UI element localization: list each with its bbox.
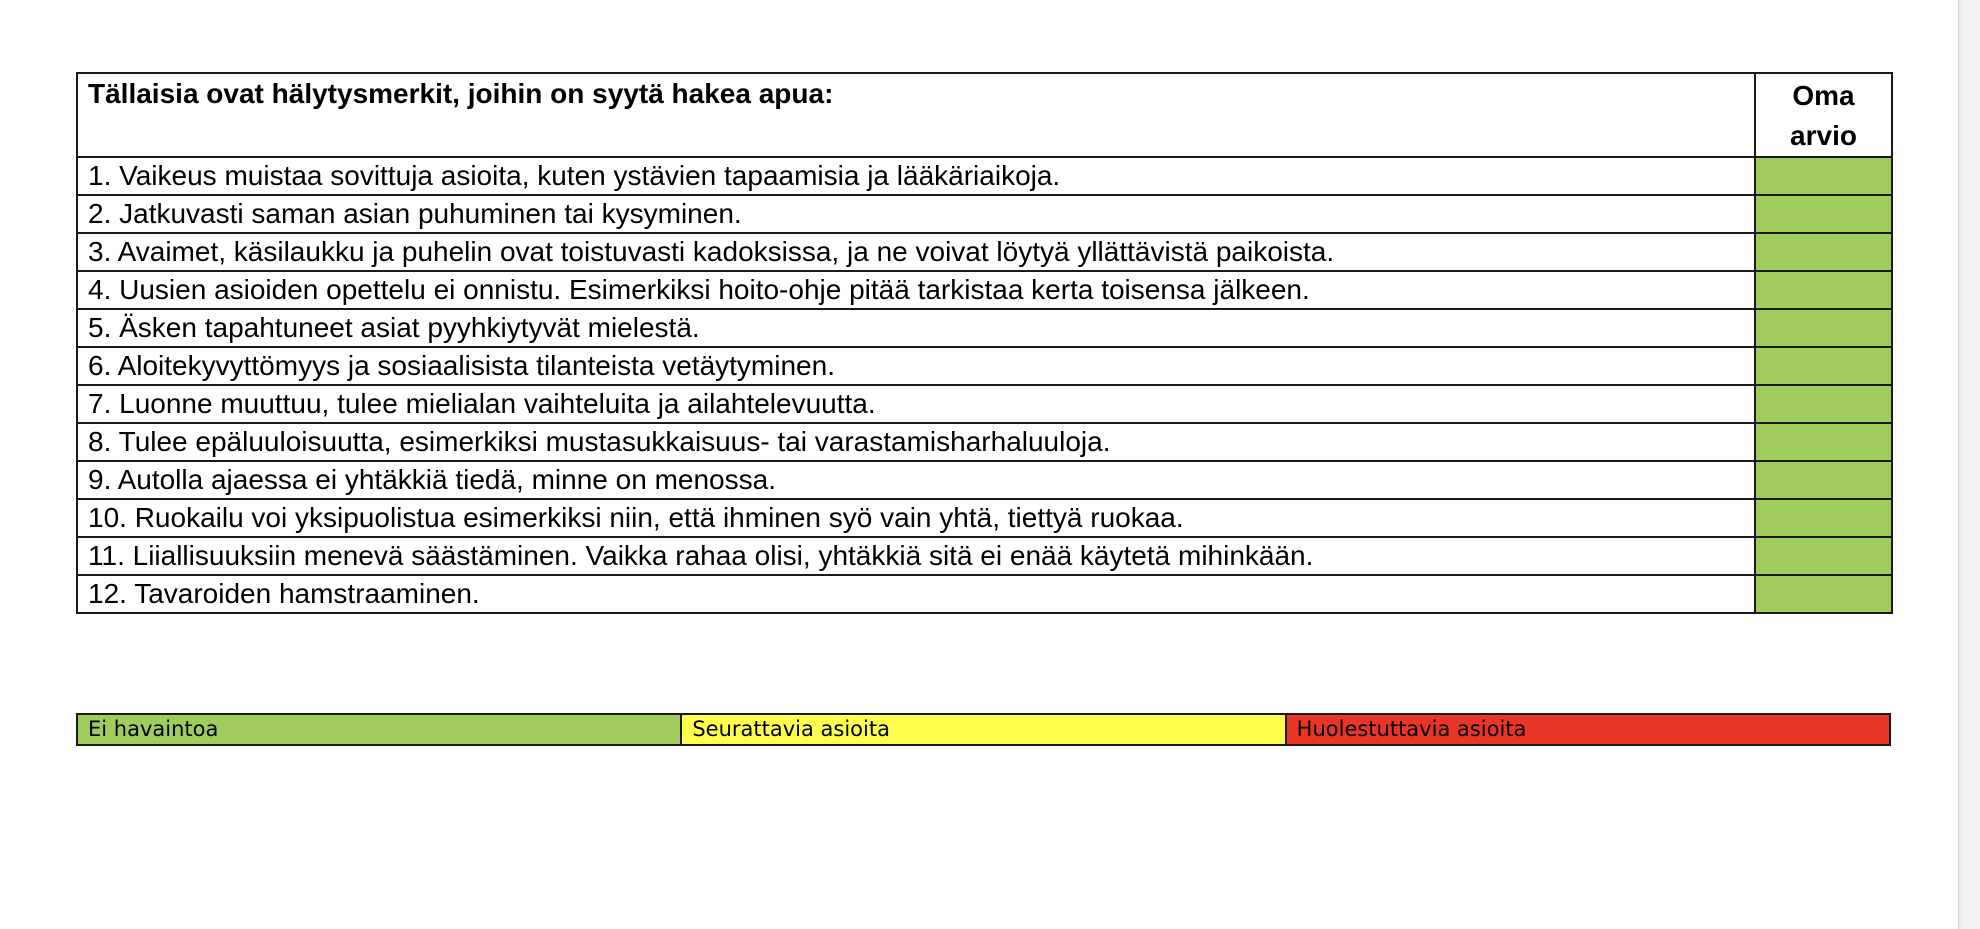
- rating-column-heading: [1755, 73, 1892, 157]
- rating-heading-line2: arvio: [1790, 120, 1857, 151]
- warning-sign-text: 5. Äsken tapahtuneet asiat pyyhkiytyvät mielestä.: [77, 309, 1755, 347]
- warning-sign-text: 9. Autolla ajaessa ei yhtäkkiä tiedä, minne on menossa.: [77, 461, 1755, 499]
- legend-item: Ei havaintoa: [78, 715, 680, 744]
- table-row: [77, 537, 1892, 575]
- table-row: [77, 461, 1892, 499]
- table-row: [77, 347, 1892, 385]
- self-rating-cell[interactable]: [1755, 157, 1892, 195]
- table-row: [77, 385, 1892, 423]
- warning-sign-text: 10. Ruokailu voi yksipuolistua esimerkiksi niin, että ihminen syö vain yhtä, tiettyä ruokaa.: [77, 499, 1755, 537]
- warning-sign-text: 1. Vaikeus muistaa sovittuja asioita, kuten ystävien tapaamisia ja lääkäriaikoja.: [77, 157, 1755, 195]
- warning-sign-text: 4. Uusien asioiden opettelu ei onnistu. Esimerkiksi hoito-ohje pitää tarkistaa kerta toisensa jälkeen.: [77, 271, 1755, 309]
- warning-sign-text: 7. Luonne muuttuu, tulee mielialan vaihteluita ja ailahtelevuutta.: [77, 385, 1755, 423]
- warning-sign-text: 11. Liiallisuuksiin menevä säästäminen. Vaikka rahaa olisi, yhtäkkiä sitä ei enää käytetä mihinkään.: [77, 537, 1755, 575]
- warning-sign-text: 12. Tavaroiden hamstraaminen.: [77, 575, 1755, 613]
- self-rating-cell[interactable]: [1755, 499, 1892, 537]
- warning-sign-text: 6. Aloitekyvyttömyys ja sosiaalisista tilanteista vetäytyminen.: [77, 347, 1755, 385]
- legend-item: Huolestuttavia asioita: [1285, 715, 1889, 744]
- self-rating-cell[interactable]: [1755, 537, 1892, 575]
- self-rating-cell[interactable]: [1755, 575, 1892, 613]
- self-rating-cell[interactable]: [1755, 423, 1892, 461]
- self-rating-cell[interactable]: [1755, 195, 1892, 233]
- self-rating-cell[interactable]: [1755, 347, 1892, 385]
- self-rating-cell[interactable]: [1755, 309, 1892, 347]
- table-row: [77, 271, 1892, 309]
- legend-item: Seurattavia asioita: [680, 715, 1284, 744]
- table-row: [77, 195, 1892, 233]
- warning-sign-text: 2. Jatkuvasti saman asian puhuminen tai kysyminen.: [77, 195, 1755, 233]
- table-header-row: [77, 73, 1892, 157]
- table-heading: Tällaisia ovat hälytysmerkit, joihin on syytä hakea apua:: [77, 73, 1755, 157]
- warning-sign-text: 3. Avaimet, käsilaukku ja puhelin ovat toistuvasti kadoksissa, ja ne voivat löytyä yllättävistä paikoista.: [77, 233, 1755, 271]
- table-row: [77, 309, 1892, 347]
- table-row: [77, 233, 1892, 271]
- rating-heading-line1: Oma: [1792, 80, 1855, 111]
- self-rating-cell[interactable]: [1755, 271, 1892, 309]
- self-rating-cell[interactable]: [1755, 461, 1892, 499]
- table-row: [77, 575, 1892, 613]
- table-row: [77, 423, 1892, 461]
- table-row: [77, 157, 1892, 195]
- warning-sign-text: 8. Tulee epäluuloisuutta, esimerkiksi mustasukkaisuus- tai varastamisharhaluuloja.: [77, 423, 1755, 461]
- table-row: [77, 499, 1892, 537]
- self-rating-cell[interactable]: [1755, 233, 1892, 271]
- rating-legend: [76, 713, 1891, 746]
- self-rating-cell[interactable]: [1755, 385, 1892, 423]
- scrollbar-track[interactable]: [1958, 0, 1980, 929]
- warning-signs-table: [76, 72, 1893, 614]
